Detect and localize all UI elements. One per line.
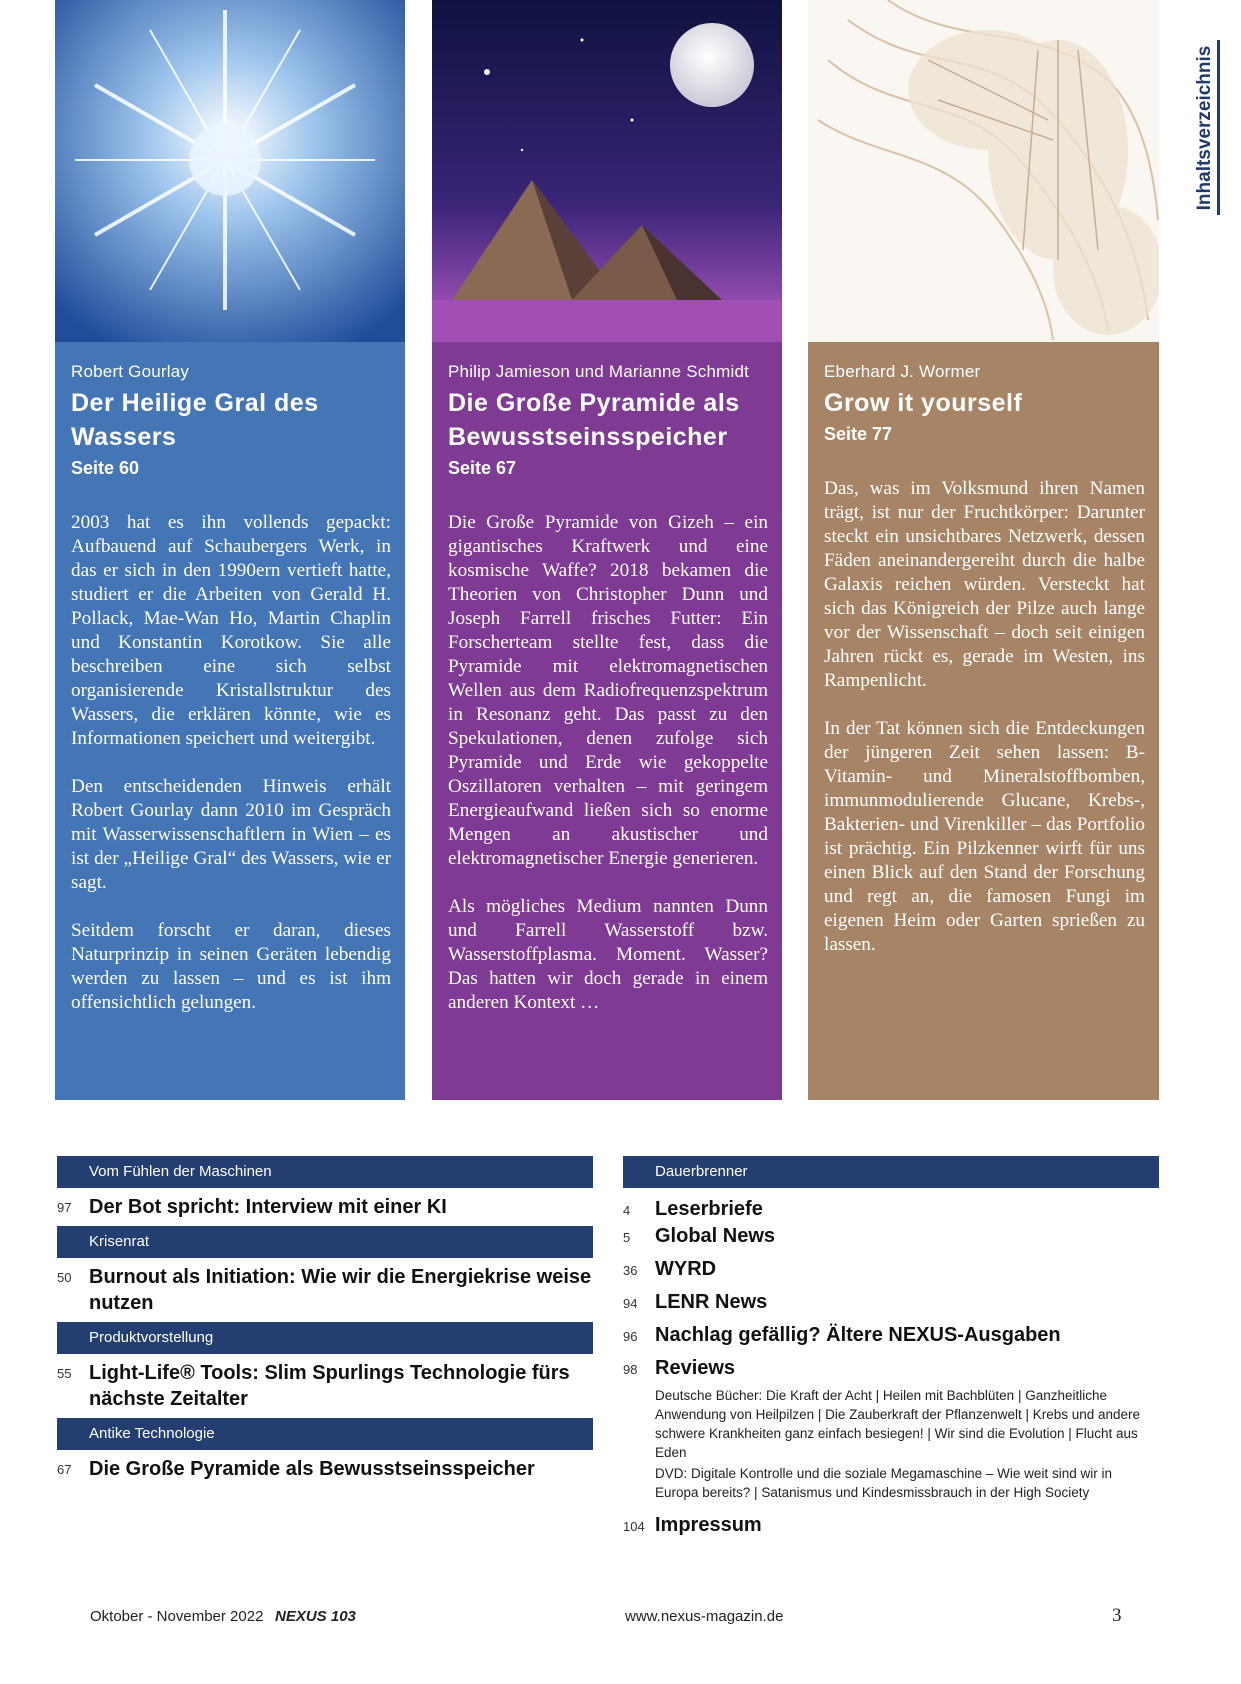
toc-entry-label: LENR News	[655, 1291, 768, 1313]
toc-page-number: 98	[623, 1362, 638, 1377]
article-page: Seite 67	[448, 458, 517, 478]
toc-page-number: 104	[623, 1519, 645, 1534]
article-author: Eberhard J. Wormer	[824, 362, 981, 381]
article-column-fungi	[808, 0, 1159, 1100]
toc-entry[interactable]	[623, 1258, 1159, 1281]
article-author: Philip Jamieson und Marianne Schmidt	[448, 362, 750, 381]
toc-entry-label: Global News	[655, 1225, 776, 1247]
ice-crystal-image	[55, 0, 405, 342]
toc-page-number: 4	[623, 1203, 631, 1218]
toc-entry[interactable]	[623, 1198, 1159, 1221]
toc-entry[interactable]	[623, 1514, 1159, 1537]
toc-page-number: 97	[57, 1200, 72, 1215]
article-teaser	[448, 511, 768, 1015]
toc-page-number: 96	[623, 1329, 638, 1344]
toc-entry-label: Nachlag gefällig? Ältere NEXUS-Ausgaben	[655, 1324, 1061, 1346]
footer-url[interactable]: www.nexus-magazin.de	[625, 1608, 784, 1625]
toc-entry[interactable]	[57, 1354, 593, 1418]
toc-entry[interactable]	[623, 1291, 1159, 1314]
toc-entry-label: Leserbriefe	[655, 1198, 763, 1220]
toc-entry-label: Burnout als Initiation: Wie wir die Energiekrise weise nutzen	[89, 1266, 592, 1314]
teaser-paragraph: Die Große Pyramide von Gizeh – ein gigantisches Kraftwerk und eine kosmische Waffe? 2018 bekamen die Theorien von Christopher Dunn und Joseph Farrell frisches Futter: Ein Forscherteam stellte fest, dass die Pyramide mit elektromagnetischen Wellen aus dem Radiofrequenzspektrum in Resonanz geht. Das passt zu den Spekulationen, denen zufolge sich Pyramide und Erde wie gekoppelte Oszillatoren verhalten – mit geringem Energieaufwand ließen sich so enorme Mengen an akustischer und elektromagnetischer Energie generieren.	[448, 512, 768, 869]
toc-page-number: 5	[623, 1230, 631, 1245]
toc-entry-label: Reviews	[655, 1357, 736, 1379]
toc-entry[interactable]	[57, 1450, 593, 1488]
reviews-dvd: DVD: Digitale Kontrolle und die soziale Megamaschine – Wie weit sind wir in Europa bereits? | Satanismus und Kindesmissbrauch in der High Society	[655, 1466, 1112, 1500]
toc-entry[interactable]	[57, 1188, 593, 1226]
footer-date: Oktober - November 2022	[90, 1608, 264, 1625]
toc-section-header: Krisenrat	[57, 1226, 593, 1258]
article-title[interactable]: Der Heilige Gral des Wassers	[71, 389, 319, 451]
article-column-pyramid	[432, 0, 782, 1100]
article-column-water	[55, 0, 405, 1100]
toc-section-header: Antike Technologie	[57, 1418, 593, 1450]
article-title[interactable]: Grow it yourself	[824, 389, 1023, 417]
article-page: Seite 60	[71, 458, 140, 478]
toc-entry[interactable]	[623, 1357, 1159, 1380]
toc-page-number: 94	[623, 1296, 638, 1311]
toc-entry[interactable]	[57, 1258, 593, 1322]
toc-section-header: Produktvorstellung	[57, 1322, 593, 1354]
teaser-paragraph: Den entscheidenden Hinweis erhält Robert Gourlay dann 2010 im Gespräch mit Wasserwissenschaftlern in Wien – es ist der „Heilige Gral“ des Wassers, wie er sagt.	[71, 776, 391, 893]
pyramid-moon-image	[432, 0, 782, 342]
teaser-paragraph: Als mögliches Medium nannten Dunn und Farrell Wasserstoff bzw. Wasserstoffplasma. Moment. Wasser? Das hatten wir doch gerade in einem anderen Kontext …	[448, 896, 768, 1013]
toc-page-number: 36	[623, 1263, 638, 1278]
side-tab-label: Inhaltsverzeichnis	[1194, 45, 1215, 210]
toc-page-number: 67	[57, 1462, 72, 1477]
teaser-paragraph: In der Tat können sich die Entdeckungen der jüngeren Zeit sehen lassen: B-Vitamin- und Mineralstoffbomben, immunmodulierende Glucane, Krebs-, Bakterien- und Virenkiller – das Portfolio ist prächtig. Ein Pilzkenner wirft für uns einen Blick auf den Stand der Forschung und regt an, die famosen Fungi im eigenen Heim oder Garten sprießen zu lassen.	[824, 718, 1145, 955]
page-number: 3	[1112, 1605, 1122, 1626]
toc-page-number: 55	[57, 1366, 72, 1381]
toc-page-number: 50	[57, 1270, 72, 1285]
teaser-paragraph: 2003 hat es ihn vollends gepackt: Aufbauend auf Schaubergers Werk, in das er sich in den 1990ern vertieft hatte, studiert er die Arbeiten von Gerald H. Pollack, Mae-Wan Ho, Martin Chaplin und Konstantin Korotkow. Sie alle beschreiben eine sich selbst organisierende Kristallstruktur des Wassers, die erklären könnte, wie es Informationen speichert und weitergibt.	[71, 512, 391, 749]
toc-entry-label: Impressum	[655, 1514, 762, 1536]
article-author: Robert Gourlay	[71, 362, 190, 381]
toc-right	[623, 1156, 1159, 1537]
mushroom-image	[808, 0, 1159, 342]
article-teaser	[71, 511, 391, 1015]
toc-entry-label: Die Große Pyramide als Bewusstseinsspeicher	[89, 1458, 535, 1480]
toc-entry-label: Light-Life® Tools: Slim Spurlings Technologie fürs nächste Zeitalter	[89, 1362, 570, 1410]
reviews-books: Deutsche Bücher: Die Kraft der Acht | Heilen mit Bachblüten | Ganzheitliche Anwendung von Heilpilzen | Die Zauberkraft der Pflanzenwelt | Krebs und andere schwere Krankheiten ganz einfach besiegen! | Wir sind die Evolution | Flucht aus Eden	[655, 1388, 1141, 1460]
toc-section-header: Dauerbrenner	[623, 1156, 1159, 1188]
section-side-tab	[1190, 40, 1220, 215]
toc-entry-label: WYRD	[655, 1258, 717, 1280]
toc-entry-label: Der Bot spricht: Interview mit einer KI	[89, 1196, 447, 1218]
side-tab-rule	[1217, 40, 1220, 215]
toc-left	[57, 1156, 593, 1488]
teaser-paragraph: Das, was im Volksmund ihren Namen trägt, ist nur der Fruchtkörper: Darunter steckt ein unsichtbares Netzwerk, dessen Fäden aneinandergereiht durch die halbe Galaxis reichen würden. Versteckt hat sich das Königreich der Pilze auch lange vor der Wissenschaft – doch seit einigen Jahren rückt es, gerade im Westen, ins Rampenlicht.	[824, 478, 1145, 691]
toc-entry[interactable]	[623, 1225, 1159, 1248]
article-title[interactable]: Die Große Pyramide als Bewusstseinsspeicher	[448, 389, 740, 451]
teaser-paragraph: Seitdem forscht er daran, dieses Naturprinzip in seinen Geräten lebendig werden zu lassen – und es ist ihm offensichtlich gelungen.	[71, 920, 391, 1013]
article-teaser	[824, 477, 1145, 957]
footer-issue: NEXUS 103	[275, 1608, 356, 1625]
toc-section-header: Vom Fühlen der Maschinen	[57, 1156, 593, 1188]
toc-entry[interactable]	[623, 1324, 1159, 1347]
article-page: Seite 77	[824, 424, 893, 444]
